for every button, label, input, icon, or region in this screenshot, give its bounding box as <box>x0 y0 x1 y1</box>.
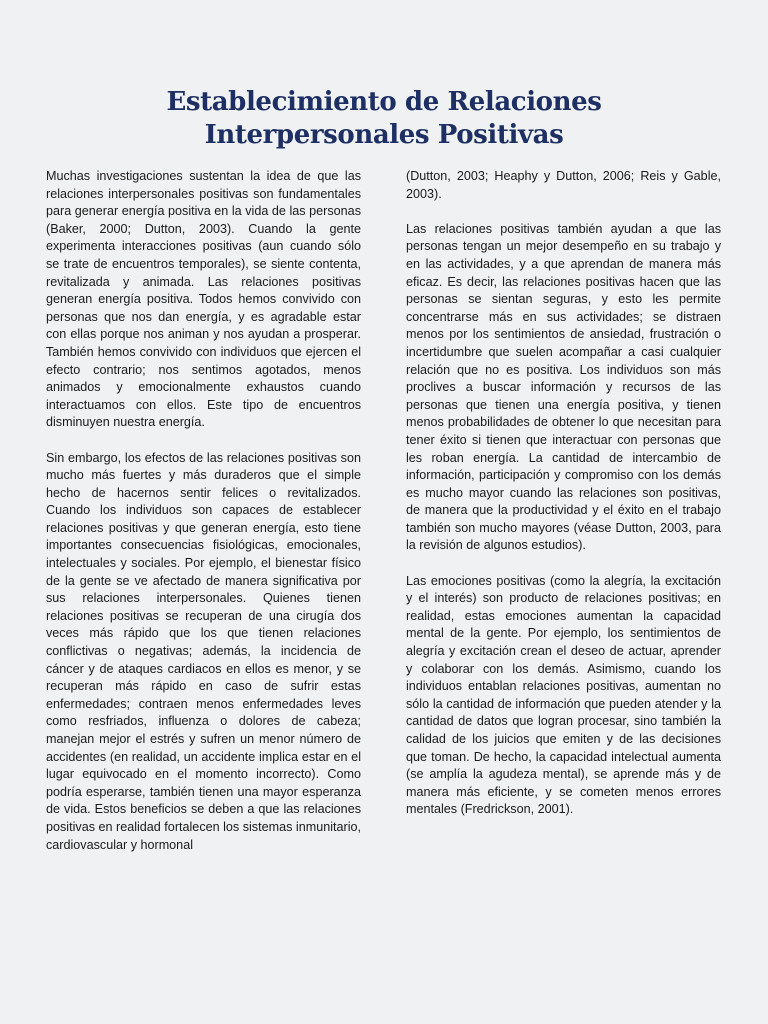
title-line-2: Interpersonales Positivas <box>204 120 564 150</box>
paragraph: (Dutton, 2003; Heaphy y Dutton, 2006; Reis y Gable, 2003). <box>406 169 721 201</box>
title-line-1: Establecimiento de Relaciones <box>166 87 602 117</box>
paragraph: Las relaciones positivas también ayudan a que las personas tengan un mejor desempeño en su trabajo y en las actividades, y a que aprendan de manera más eficaz. Es decir, las relaciones positivas hacen que las personas se sientan seguras, y esto les permite concentrarse más en sus actividades; se distraen menos por los sentimientos de ansiedad, frustración o incertidumbre que suelen acompañar a casi cualquier relación que no es positiva. Los individuos son más proclives a buscar información y recursos de las personas que tienen una energía positiva, y tienen menos probabilidades de obtener lo que necesitan para tener éxito si tienen que interactuar con personas que les roban energía. La cantidad de intercambio de información, participación y compromiso con los demás es mucho mayor cuando las relaciones son positivas, de manera que la productividad y el éxito en el trabajo también son mucho mayores (véase Dutton, 2003, para la revisión de algunos estudios). <box>406 221 721 553</box>
paragraph: Muchas investigaciones sustentan la idea de que las relaciones interpersonales positivas son fundamentales para generar energía positiva en la vida de las personas (Baker, 2000; Dutton, 2003). Cuando la gente experimenta interacciones positivas (aun cuando sólo se trate de encuentros temporales), se siente contenta, revitalizada y animada. Las relaciones positivas generan energía positiva. Todos hemos convivido con personas que nos dan energía, y es agradable estar con ellas porque nos animan y nos ayudan a prosperar. También hemos convivido con individuos que ejercen el efecto contrario; nos sentimos agotados, menos animados y emocionalmente exhaustos cuando interactuamos con ellos. Este tipo de encuentros disminuyen nuestra energía. <box>46 169 361 430</box>
right-column <box>406 168 721 819</box>
paragraph: Sin embargo, los efectos de las relaciones positivas son mucho más fuertes y más duraderos que el simple hecho de hacernos sentir felices o revitalizados. Cuando los individuos son capaces de establecer relaciones positivas y que generan energía, esto tiene importantes consecuencias fisiológicas, emocionales, intelectuales y sociales. Por ejemplo, el bienestar físico de la gente se ve afectado de manera significativa por sus relaciones interpersonales. Quienes tienen relaciones positivas se recuperan de una cirugía dos veces más rápido que los que tienen relaciones conflictivas o negativas; además, la incidencia de cáncer y de ataques cardiacos en ellos es menor, y se recuperan más rápido en caso de sufrir estas enfermedades; contraen menos enfermedades leves como resfriados, influenza o dolores de cabeza; manejan mejor el estrés y sufren un menor número de accidentes (en realidad, un accidente implica estar en el lugar equivocado en el momento incorrecto). Como podría esperarse, también tienen una mayor esperanza de vida. Estos beneficios se deben a que las relaciones positivas en realidad fortalecen los sistemas inmunitario, cardiovascular y hormonal <box>46 450 361 852</box>
left-column <box>46 168 361 854</box>
paragraph: Las emociones positivas (como la alegría, la excitación y el interés) son producto de relaciones positivas; en realidad, estas emociones aumentan la capacidad mental de la gente. Por ejemplo, los sentimientos de alegría y excitación crean el deseo de actuar, aprender y colaborar con los demás. Asimismo, cuando los individuos entablan relaciones positivas, aumentan no sólo la cantidad de información que pueden atender y la cantidad de datos que logran procesar, sino también la calidad de los juicios que emiten y de las decisiones que toman. De hecho, la capacidad intelectual aumenta (se amplía la agudeza mental), se aprende más y de manera más eficiente, y se cometen menos errores mentales (Fredrickson, 2001). <box>406 573 721 817</box>
page-title <box>0 86 768 152</box>
